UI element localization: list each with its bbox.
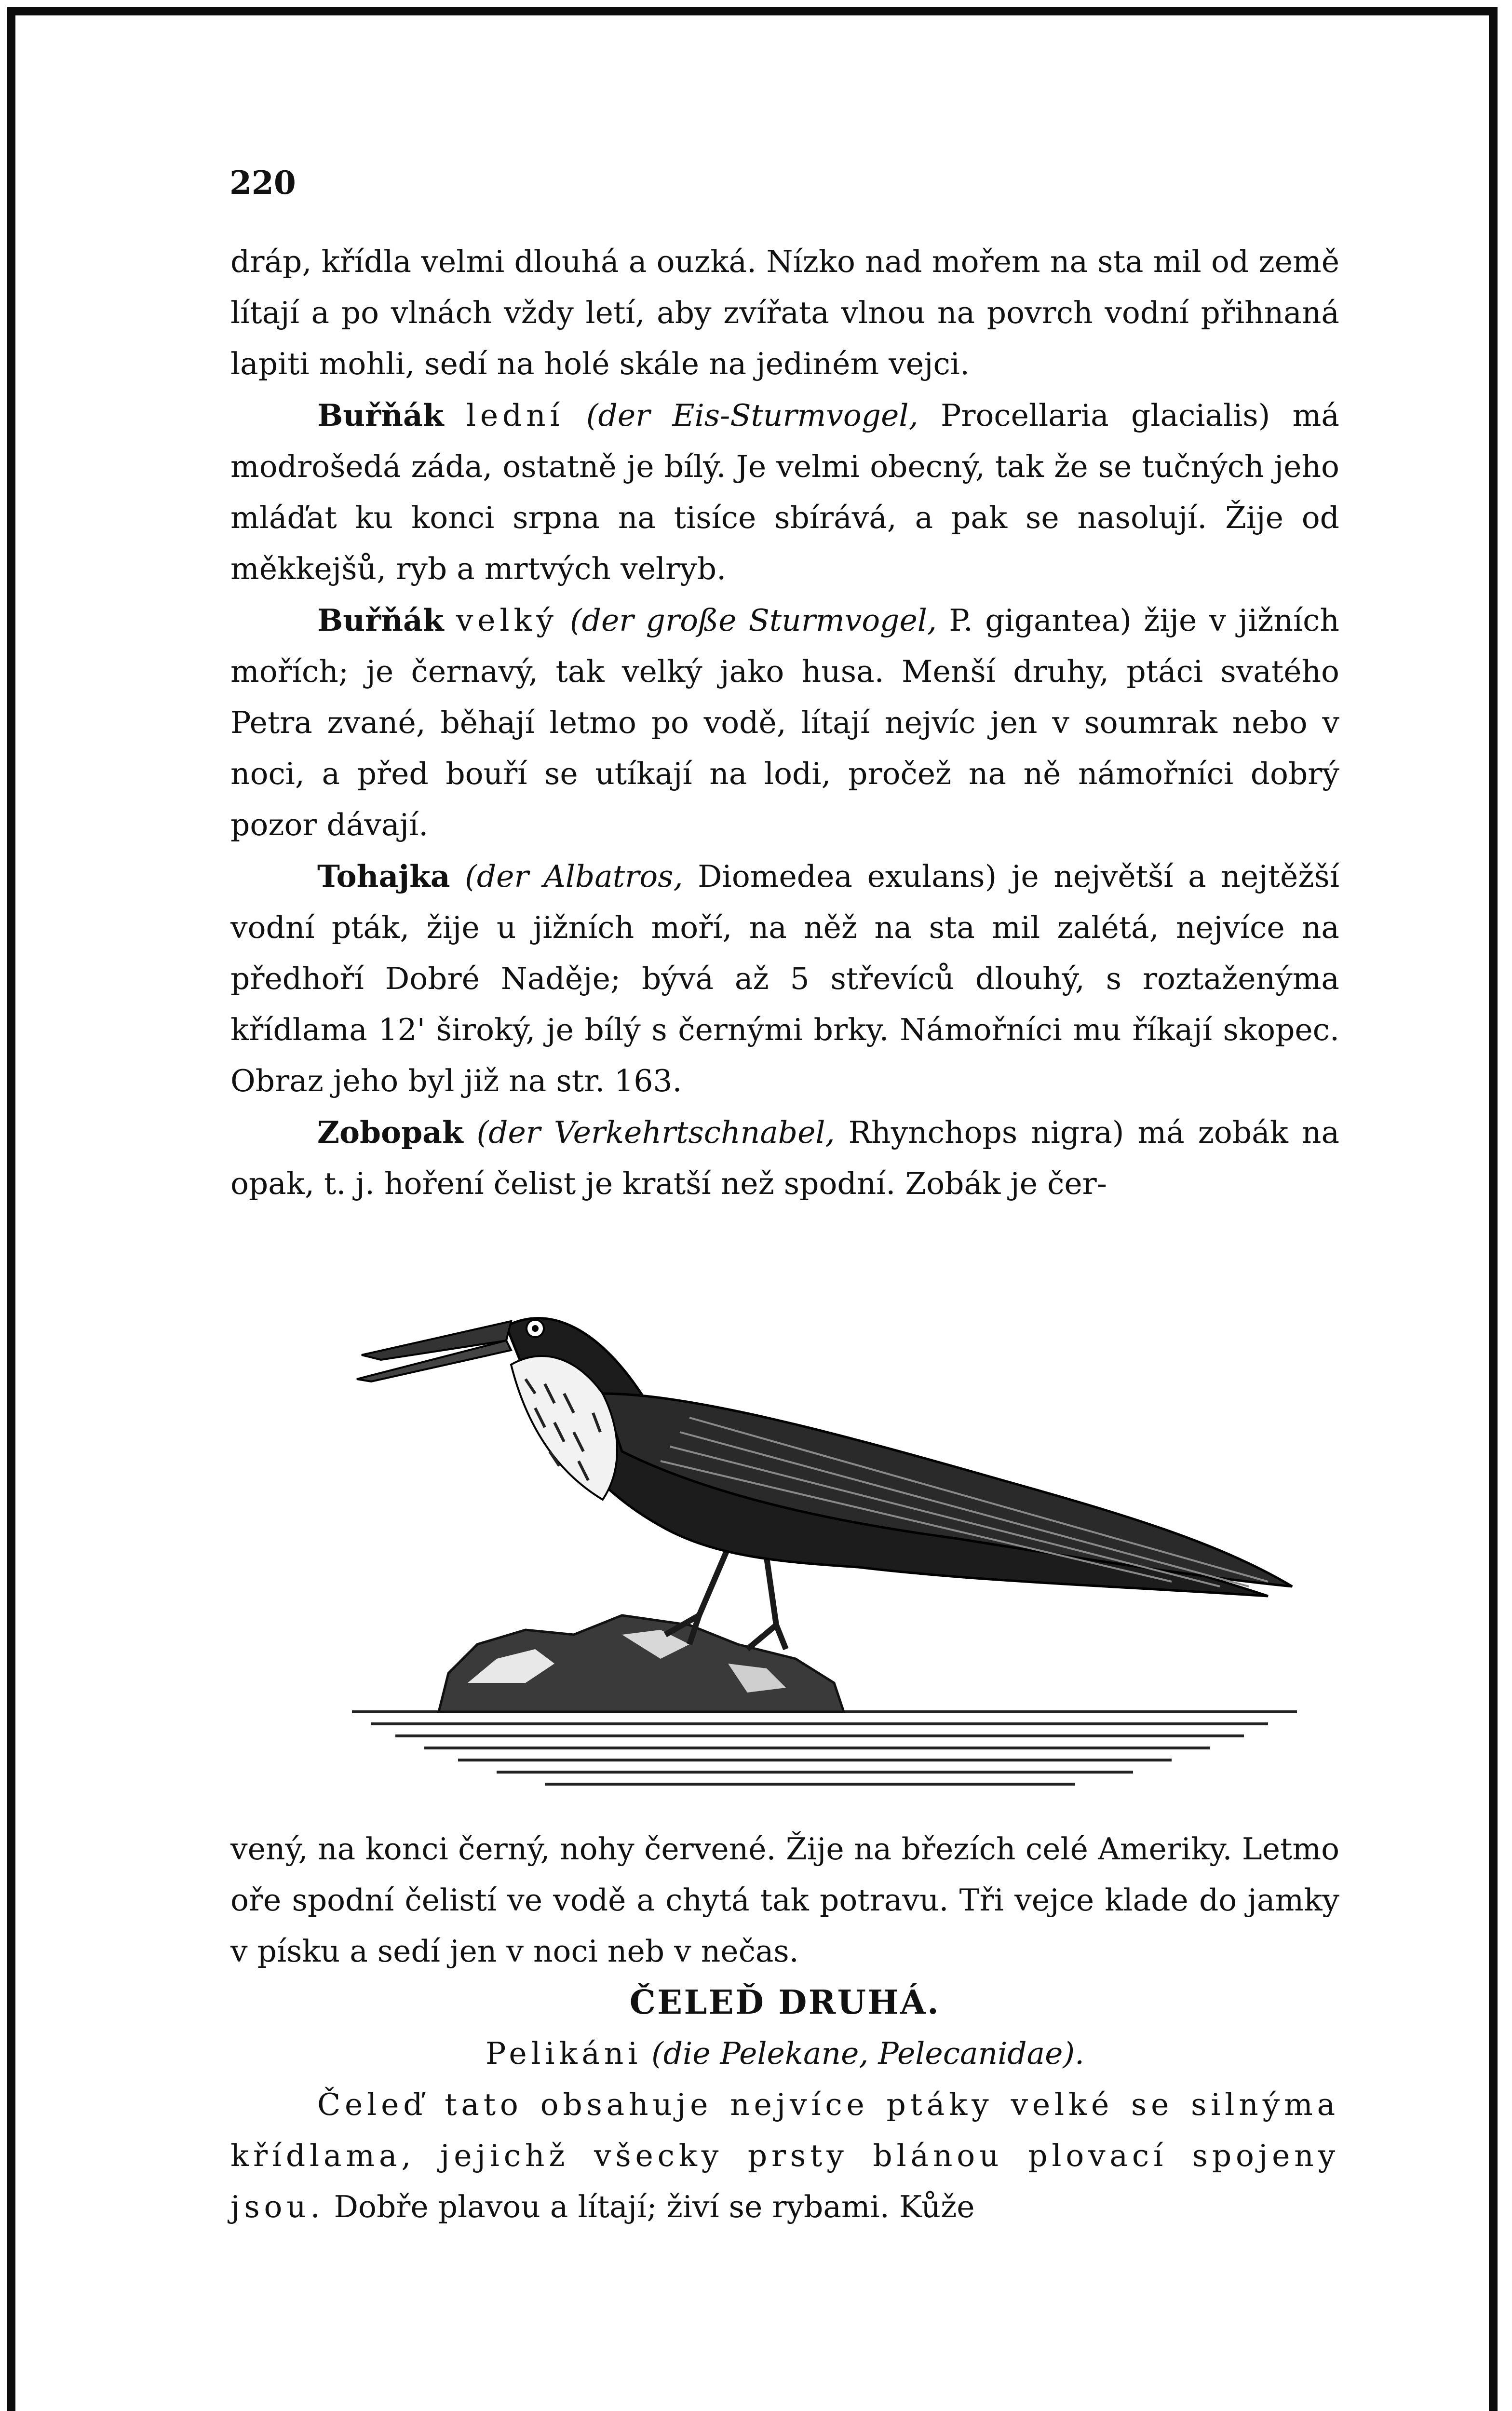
- species-text: P. gigantea) žije v jižních mořích; je černavý, tak velký jako husa. Menší druhy, ptáci svatého Petra zvané, běhají letmo po vodě, lítají nejvíc jen v soumrak nebo v noci, a před bouří se utíkají na lodi, pročež na ně námořníci dobrý pozor dávají.: [230, 603, 1339, 842]
- species-text: Rhynchops nigra) má zobák na opak, t. j. hoření čelist je kratší než spodní. Zobák je čer-: [230, 1115, 1340, 1201]
- skimmer-bird-illustration: [352, 1249, 1355, 1828]
- german-name: (der Albatros,: [465, 859, 683, 894]
- species-name: Buřňák: [317, 397, 444, 433]
- paragraph-burnak-velky: [230, 595, 1339, 851]
- page-number: 220: [230, 164, 296, 202]
- intro-spaced: Čeleď tato obsahuje nejvíce ptáky velké se silnýma křídlama, jejichž všecky prsty blánou plovací spojeny jsou.: [230, 2087, 1339, 2224]
- species-name: Tohajka: [317, 858, 450, 894]
- german-name: (der große Sturmvogel,: [570, 603, 937, 638]
- species-text: Procellaria glacialis) má modrošedá záda, ostatně je bílý. Je velmi obecný, tak že se tučných jeho mláďat ku konci srpna na tisíce sbírává, a pak se nasolují. Žije od měkkejšů, ryb a mrtvých velryb.: [230, 398, 1339, 586]
- rock: [439, 1615, 844, 1712]
- paragraph-burnak-ledni: [230, 390, 1339, 595]
- species-name: Zobopak: [317, 1114, 463, 1150]
- family-name: Pelikáni: [485, 2036, 642, 2071]
- text-block-bottom: [230, 1824, 1339, 2233]
- german-name: (der Verkehrtschnabel,: [476, 1115, 835, 1150]
- species-qualifier: lední: [466, 398, 564, 433]
- paragraph-intro: dráp, křídla velmi dlouhá a ouzká. Nízko nad mořem na sta mil od země lítají a po vlnách vždy letí, aby zvířata vlnou na povrch vodní přihnaná lapiti mohli, sedí na holé skále na jediném vejci.: [230, 244, 1339, 381]
- family-latin-german: (die Pelekane, Pelecanidae).: [651, 2036, 1085, 2071]
- species-name: Buřňák: [317, 602, 444, 638]
- species-text: Diomedea exulans) je největší a nejtěžší vodní pták, žije u jižních moří, na něž na sta mil zalétá, nejvíce na předhoří Dobré Naděje; bývá až 5 střevíců dlouhý, s roztaženýma křídlama 12' široký, je bílý s černými brky. Námořníci mu říkají skopec. Obraz jeho byl již na str. 163.: [230, 859, 1339, 1098]
- paragraph-zobopak-continued: vený, na konci černý, nohy červené. Žije na březích celé Ameriky. Letmo oře spodní čelistí ve vodě a chytá tak potravu. Tři vejce klade do jamky v písku a sedí jen v noci neb v nečas.: [230, 1831, 1339, 1969]
- paragraph-tohajka: [230, 851, 1339, 1107]
- section-heading: ČELEĎ DRUHÁ.: [629, 1983, 941, 2022]
- bird-body: [357, 1318, 1292, 1596]
- section-subheading: [230, 2028, 1339, 2079]
- species-qualifier: velký: [456, 603, 558, 638]
- text-block-top: [230, 236, 1339, 1209]
- paragraph-zobopak: [230, 1107, 1339, 1209]
- german-name: (der Eis-Sturmvogel,: [586, 398, 918, 433]
- water-lines: [352, 1712, 1297, 1784]
- intro-rest: Dobře plavou a lítají; živí se rybami. Kůže: [334, 2189, 975, 2224]
- paragraph-family-intro: [230, 2079, 1339, 2233]
